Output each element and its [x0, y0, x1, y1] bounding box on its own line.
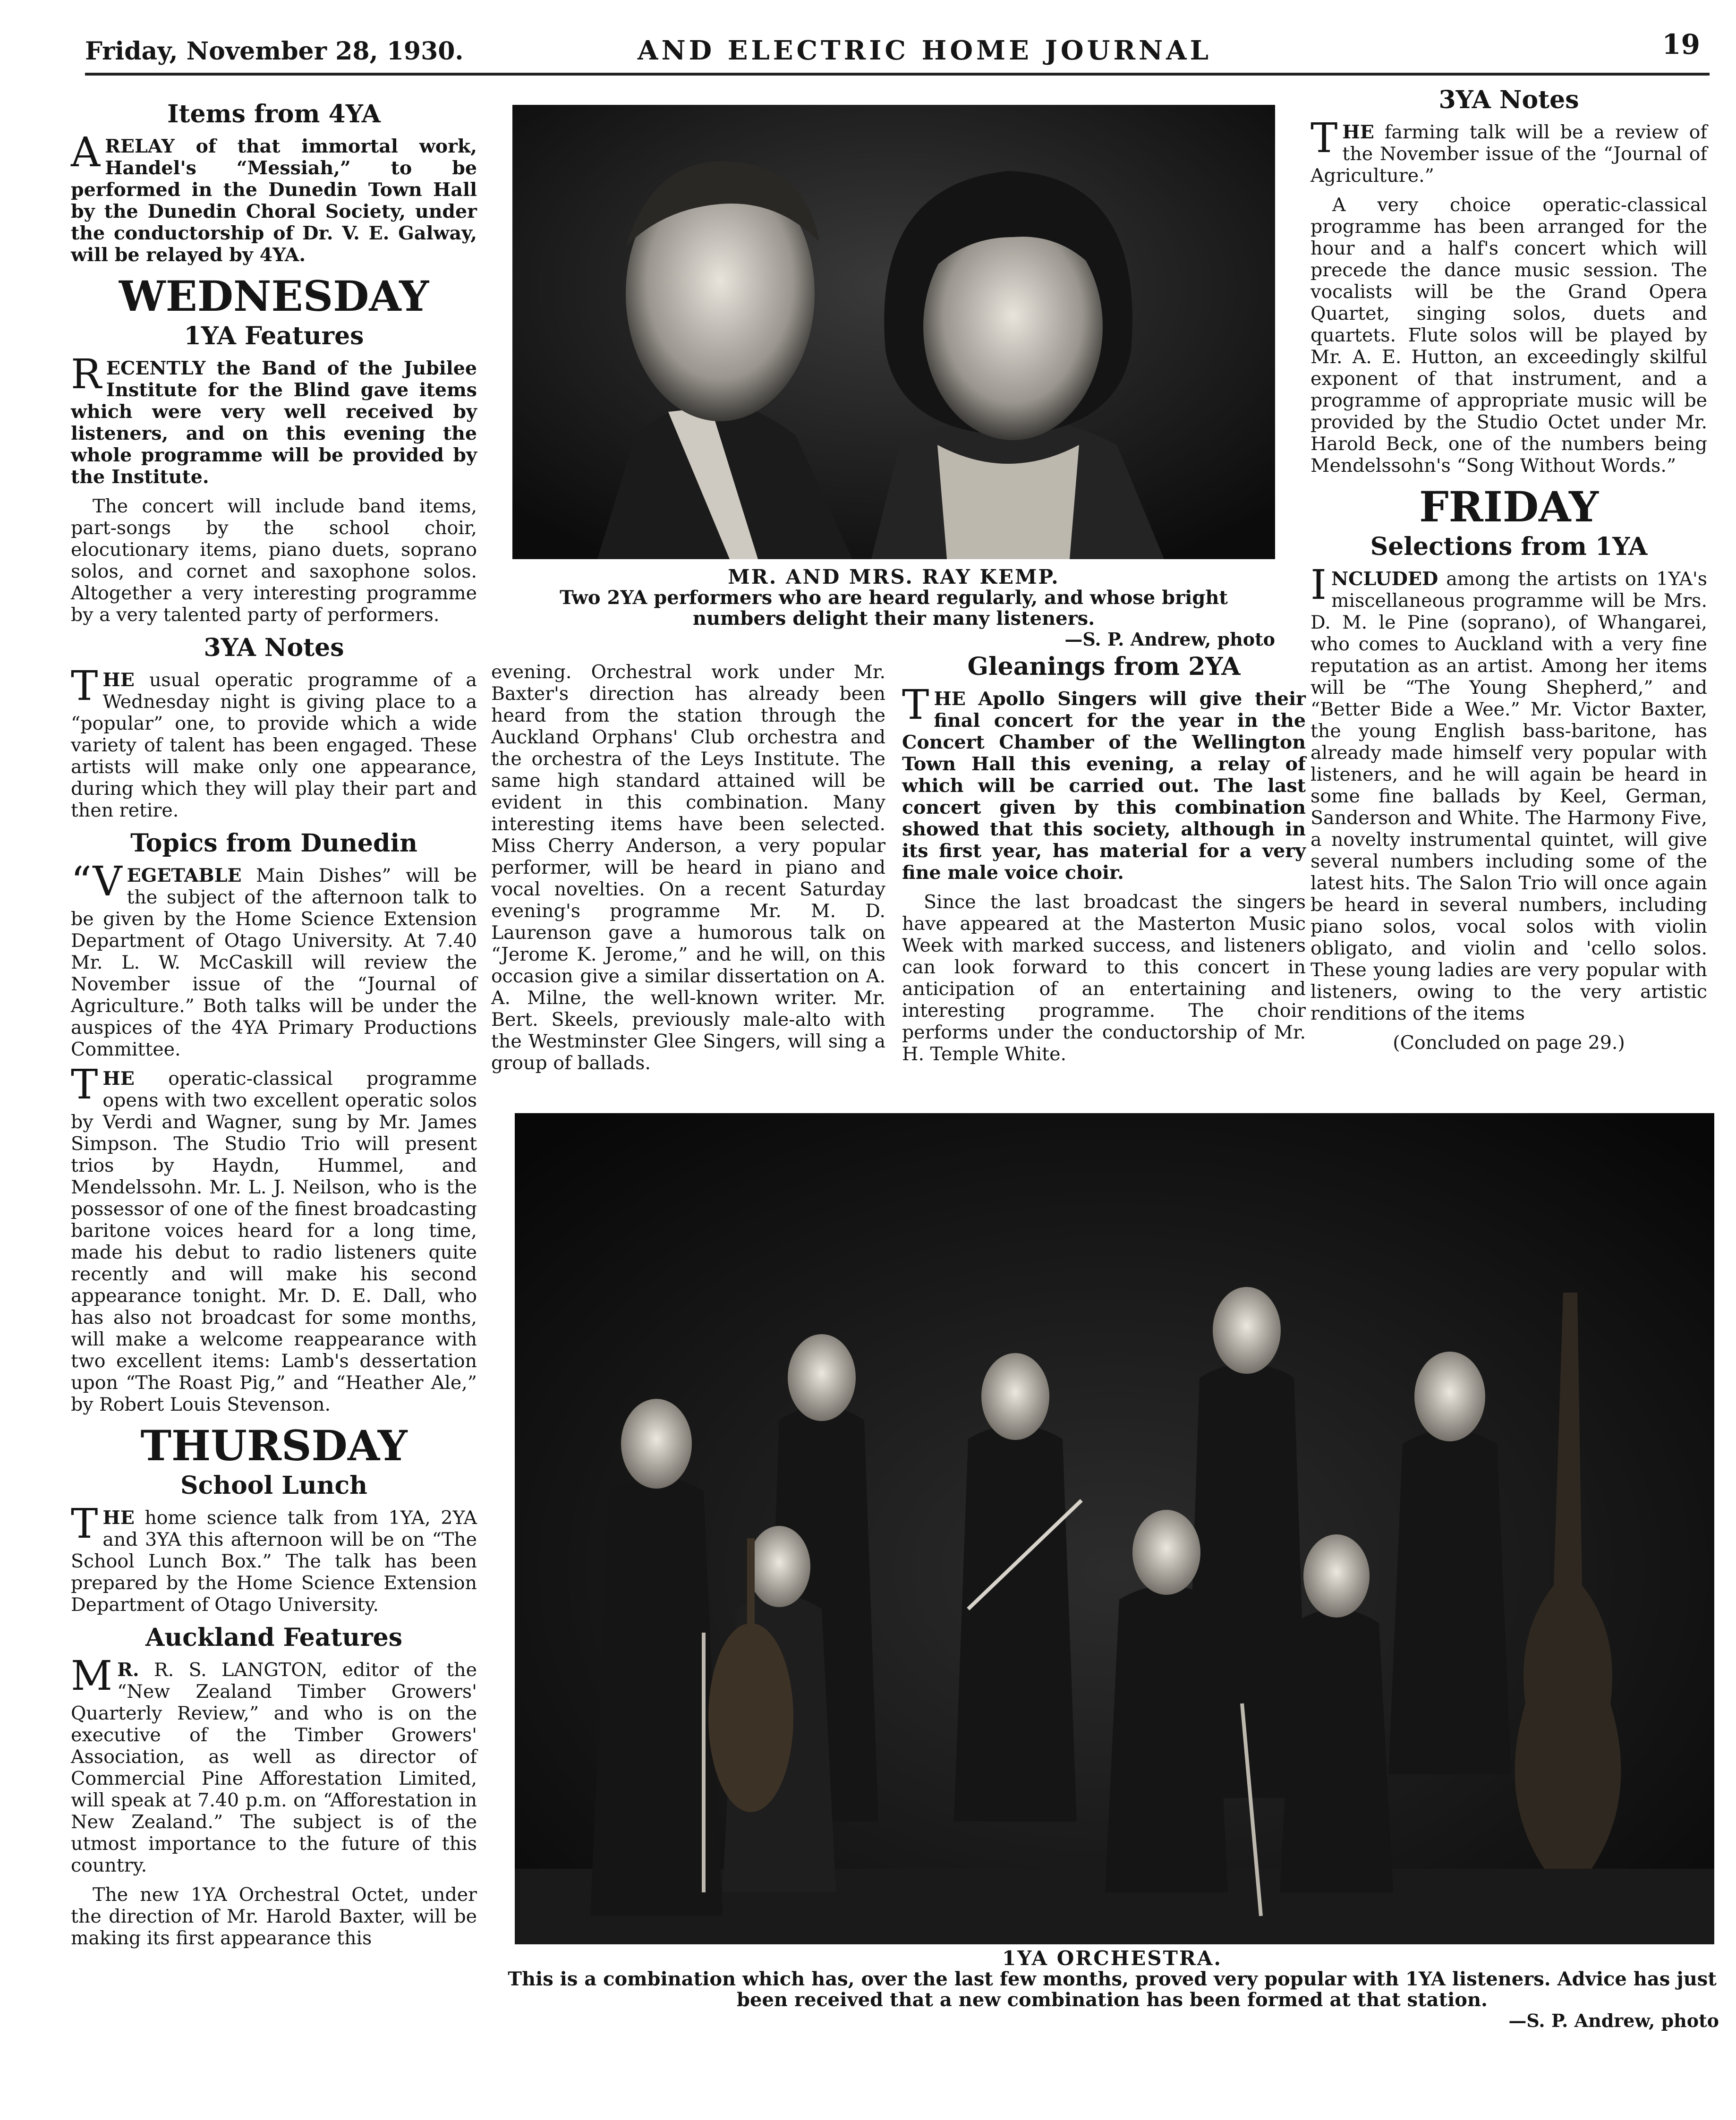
heading-gleanings-2ya: Gleanings from 2YA	[967, 652, 1241, 681]
heading-1ya-features: 1YA Features	[184, 322, 364, 350]
issue-date: Friday, November 28, 1930.	[85, 37, 464, 66]
article-3ya-notes-fri-p2: A very choice operatic-classical programme has been arranged for the hour and a half's concert which will precede the dance music session. The vocalists will be the Grand Opera Quartet, singing solos, duets and quartets. Flute solos will be played by Mr. A. E. Hutton, an exceedingly skilful exponent of that instrument, and a programme of appropriate music will be provided by the Studio Octet under Mr. Harold Beck, one of the numbers being Mendelssohn's “Song Without Words.”	[1311, 194, 1707, 477]
article-1ya-features-p2: The concert will include band items, part-songs by the school choir, elocutionary items, piano duets, soprano solos, and cornet and saxophone solos. Altogether a very interesting programme by a very talented party of performers.	[71, 495, 477, 626]
masthead	[85, 28, 1710, 76]
article-3ya-notes-wed: THE usual operatic programme of a Wednesday night is giving place to a “popular” one, to provide which a wide variety of talent has been engaged. These artists will make only one appearance, during which they will play their part and then retire.	[71, 663, 477, 821]
photo-credit-ray-kemp: —S. P. Andrew, photo	[1064, 629, 1275, 650]
article-school-lunch: THE home science talk from 1YA, 2YA and 3YA this afternoon will be on “The School Lunch Box.” The talk has been prepared by the Home Science Extension Department of Otago University.	[71, 1500, 477, 1616]
page-number: 19	[1662, 28, 1700, 60]
article-gleanings-2ya: THE Apollo Singers will give their final concert for the year in the Concert Chamber of the Wellington Town Hall this evening, a relay of which will be carried out. The last concert given by this combination showed that this society, although in its first year, has material for a very fine male voice choir.	[902, 681, 1306, 884]
caption-ray-kemp	[512, 567, 1275, 650]
journal-title: AND ELECTRIC HOME JOURNAL	[638, 35, 1212, 66]
heading-items-4ya: Items from 4YA	[167, 100, 381, 128]
article-topics-dunedin: “VEGETABLE Main Dishes” will be the subject of the afternoon talk to be given by the Home Science Extension Department of Otago University. At 7.40 Mr. L. W. McCaskill will review the November issue of the “Journal of Agriculture.” Both talks will be under the auspices of the 4YA Primary Productions Committee.	[71, 858, 477, 1060]
day-heading-friday: FRIDAY	[1419, 482, 1599, 531]
article-selections-1ya: INCLUDED among the artists on 1YA's miscellaneous programme will be Mrs. D. M. le Pine (soprano), of Whangarei, who comes to Auckland with a very fine reputation as an artist. Among her items will be “The Young Shepherd,” and “Better Bide a Wee.” Mr. Victor Baxter, the young English bass-baritone, has already made himself very popular with listeners, and he will again be heard in some fine ballads by Keel, German, Sanderson and White. The Harmony Five, a novelty instrumental quintet, will give several numbers including some of the latest hits. The Salon Trio will once again be heard in several numbers, including piano solos, vocal solos with violin obligato, and violin and 'cello solos. These young ladies are very popular with listeners, owing to the very artistic renditions of the items	[1311, 562, 1707, 1024]
day-heading-wednesday: WEDNESDAY	[119, 272, 429, 321]
column-right	[1311, 83, 1707, 1061]
column-center-right	[902, 649, 1306, 1073]
heading-auckland-features: Auckland Features	[145, 1623, 402, 1652]
continued-note: (Concluded on page 29.)	[1393, 1032, 1625, 1054]
article-auckland-features-p2: The new 1YA Orchestral Octet, under the direction of Mr. Harold Baxter, will be making its first appearance this	[71, 1884, 477, 1949]
heading-topics-dunedin: Topics from Dunedin	[130, 829, 417, 858]
photo-1ya-orchestra-image	[515, 1113, 1714, 1944]
article-gleanings-2ya-p2: Since the last broadcast the singers have appeared at the Masterton Music Week with marked success, and listeners can look forward to this concert in anticipation of an entertaining and interesting programme. The choir performs under the conductorship of Mr. H. Temple White.	[902, 891, 1306, 1065]
article-1ya-features: RECENTLY the Band of the Jubilee Institute for the Blind gave items which were very well received by listeners, and on this evening the whole programme will be provided by the Institute.	[71, 351, 477, 488]
heading-selections-1ya: Selections from 1YA	[1370, 532, 1648, 561]
heading-school-lunch: School Lunch	[180, 1471, 367, 1500]
photo-1ya-orchestra	[515, 1113, 1714, 1944]
caption-text-1ya-orchestra: This is a combination which has, over the last few months, proved very popular with 1YA listeners. Advice has just been received that a new combination has been formed at that station.	[508, 1968, 1717, 2011]
article-3ya-notes-fri: THE farming talk will be a review of the November issue of the “Journal of Agriculture.”	[1311, 115, 1707, 187]
photo-ray-kemp-image	[512, 105, 1275, 559]
photo-ray-kemp	[512, 105, 1275, 559]
caption-title-ray-kemp: MR. AND MRS. RAY KEMP.	[728, 565, 1060, 588]
article-auckland-features: M R. R. S. LANGTON, editor of the “New Zealand Timber Growers' Quarterly Review,” and who is on the executive of the Timber Growers' Association, as well as director of Commercial Pine Afforestation Limited, will speak at 7.40 p.m. on “Afforestation in New Zealand.” The subject is of the utmost importance to the future of this country.	[71, 1652, 477, 1876]
article-topics-dunedin-p2: THE operatic-classical programme opens with two excellent operatic solos by Verdi and Wagner, sung by Mr. James Simpson. The Studio Trio will present trios by Haydn, Hummel, and Mendelssohn. Mr. L. J. Neilson, who is the possessor of one of the finest broadcasting baritone voices heard for a long time, made his debut to radio listeners quite recently and will make his second appearance tonight. Mr. D. E. Dall, who has also not broadcast for some months, will make a welcome reappearance with two excellent items: Lamb's dessertation upon “The Roast Pig,” and “Heather Ale,” by Robert Louis Stevenson.	[71, 1061, 477, 1415]
heading-3ya-notes-fri: 3YA Notes	[1438, 85, 1579, 114]
column-center-left	[491, 661, 885, 1081]
caption-title-1ya-orchestra: 1YA ORCHESTRA.	[1002, 1947, 1223, 1970]
caption-text-ray-kemp: Two 2YA performers who are heard regularly, and whose bright numbers delight their many listeners.	[560, 587, 1228, 630]
caption-1ya-orchestra	[505, 1948, 1719, 2031]
article-1ya-octet-continued: evening. Orchestral work under Mr. Baxter's direction has already been heard from the station through the Auckland Orphans' Club orchestra and the orchestra of the Leys Institute. The same high standard attained will be evident in this combination. Many interesting items have been selected. Miss Cherry Anderson, a very popular performer, will be heard in piano and vocal novelties. On a recent Saturday evening's programme Mr. M. D. Laurenson gave a humorous talk on “Jerome K. Jerome,” and he will, on this occasion give a similar dissertation on A. A. Milne, the well-known writer. Mr. Bert. Skeels, previously male-alto with the Westminster Glee Singers, will sing a group of ballads.	[491, 661, 885, 1074]
day-heading-thursday: THURSDAY	[140, 1421, 408, 1470]
photo-credit-1ya-orchestra: —S. P. Andrew, photo	[1508, 2010, 1719, 2031]
article-items-4ya: ARELAY of that immortal work, Handel's “Messiah,” to be performed in the Dunedin Town Hall by the Dunedin Choral Society, under the conductorship of Dr. V. E. Galway, will be relayed by 4YA.	[71, 129, 477, 266]
heading-3ya-notes-wed: 3YA Notes	[204, 633, 344, 662]
column-left	[71, 97, 477, 1957]
